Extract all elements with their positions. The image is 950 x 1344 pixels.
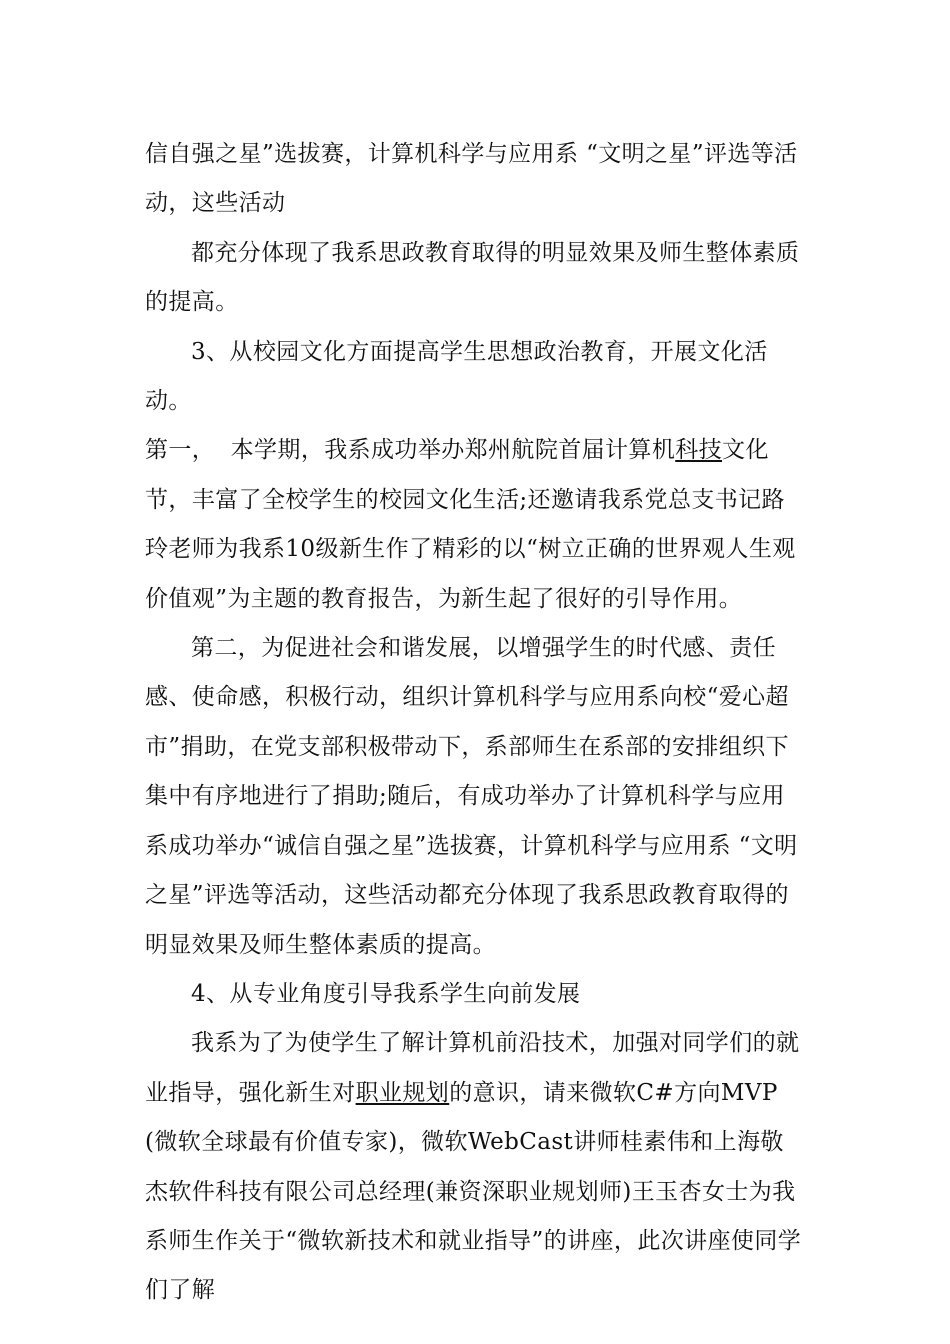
- hyperlink[interactable]: 科技: [675, 437, 723, 464]
- paragraph-text: 文化节，丰富了全校学生的校园文化生活;还邀请我系党总支书记路玲老师为我系10级新生作了精彩的以“树立正确的世界观人生观价值观”为主题的教育报告，为新生起了很好的引导作用。: [145, 437, 796, 612]
- paragraph-text: 都充分体现了我系思政教育取得的明显效果及师生整体素质的提高。: [145, 239, 800, 316]
- paragraph: [145, 970, 805, 1019]
- document-body: [145, 130, 805, 1316]
- paragraph: [145, 328, 805, 427]
- paragraph-text: 4、从专业角度引导我系学生向前发展: [191, 980, 581, 1007]
- paragraph-text: 的意识，请来微软C#方向MVP(微软全球最有价值专家)，微软WebCast讲师桂素伟和上海敬杰软件科技有限公司总经理(兼资深职业规划师)王玉杏女士为我系师生作关于“微软新技术和就业指导”的讲座，此次讲座使同学们了解: [145, 1079, 802, 1304]
- paragraph: [145, 1019, 805, 1315]
- paragraph-text: 信自强之星”选拔赛，计算机科学与应用系 “文明之星”评选等活动，这些活动: [145, 141, 798, 217]
- paragraph: [145, 229, 805, 328]
- paragraph: [145, 624, 805, 970]
- hyperlink[interactable]: 职业规划: [355, 1079, 450, 1106]
- paragraph-text: 第一， 本学期，我系成功举办郑州航院首届计算机: [145, 437, 676, 464]
- paragraph: [145, 426, 805, 624]
- paragraph-text: 3、从校园文化方面提高学生思想政治教育，开展文化活动。: [145, 338, 768, 415]
- paragraph-text: 我系为了为使学生了解计算机前沿技术，加强对同学们的就业指导，强化新生对: [145, 1030, 800, 1106]
- paragraph-text: 第二，为促进社会和谐发展，以增强学生的时代感、责任感、使命感，积极行动，组织计算机科学与应用系向校“爱心超市”捐助，在党支部积极带动下，系部师生在系部的安排组织下集中有序地进行了捐助;随后，有成功举办了计算机科学与应用系成功举办“诚信自强之星”选拔赛，计算机科学与应用系 “文明之星”评选等活动，这些活动都充分体现了我系思政教育取得的明显效果及师生整体素质的提高。: [145, 635, 798, 958]
- paragraph: [145, 130, 805, 229]
